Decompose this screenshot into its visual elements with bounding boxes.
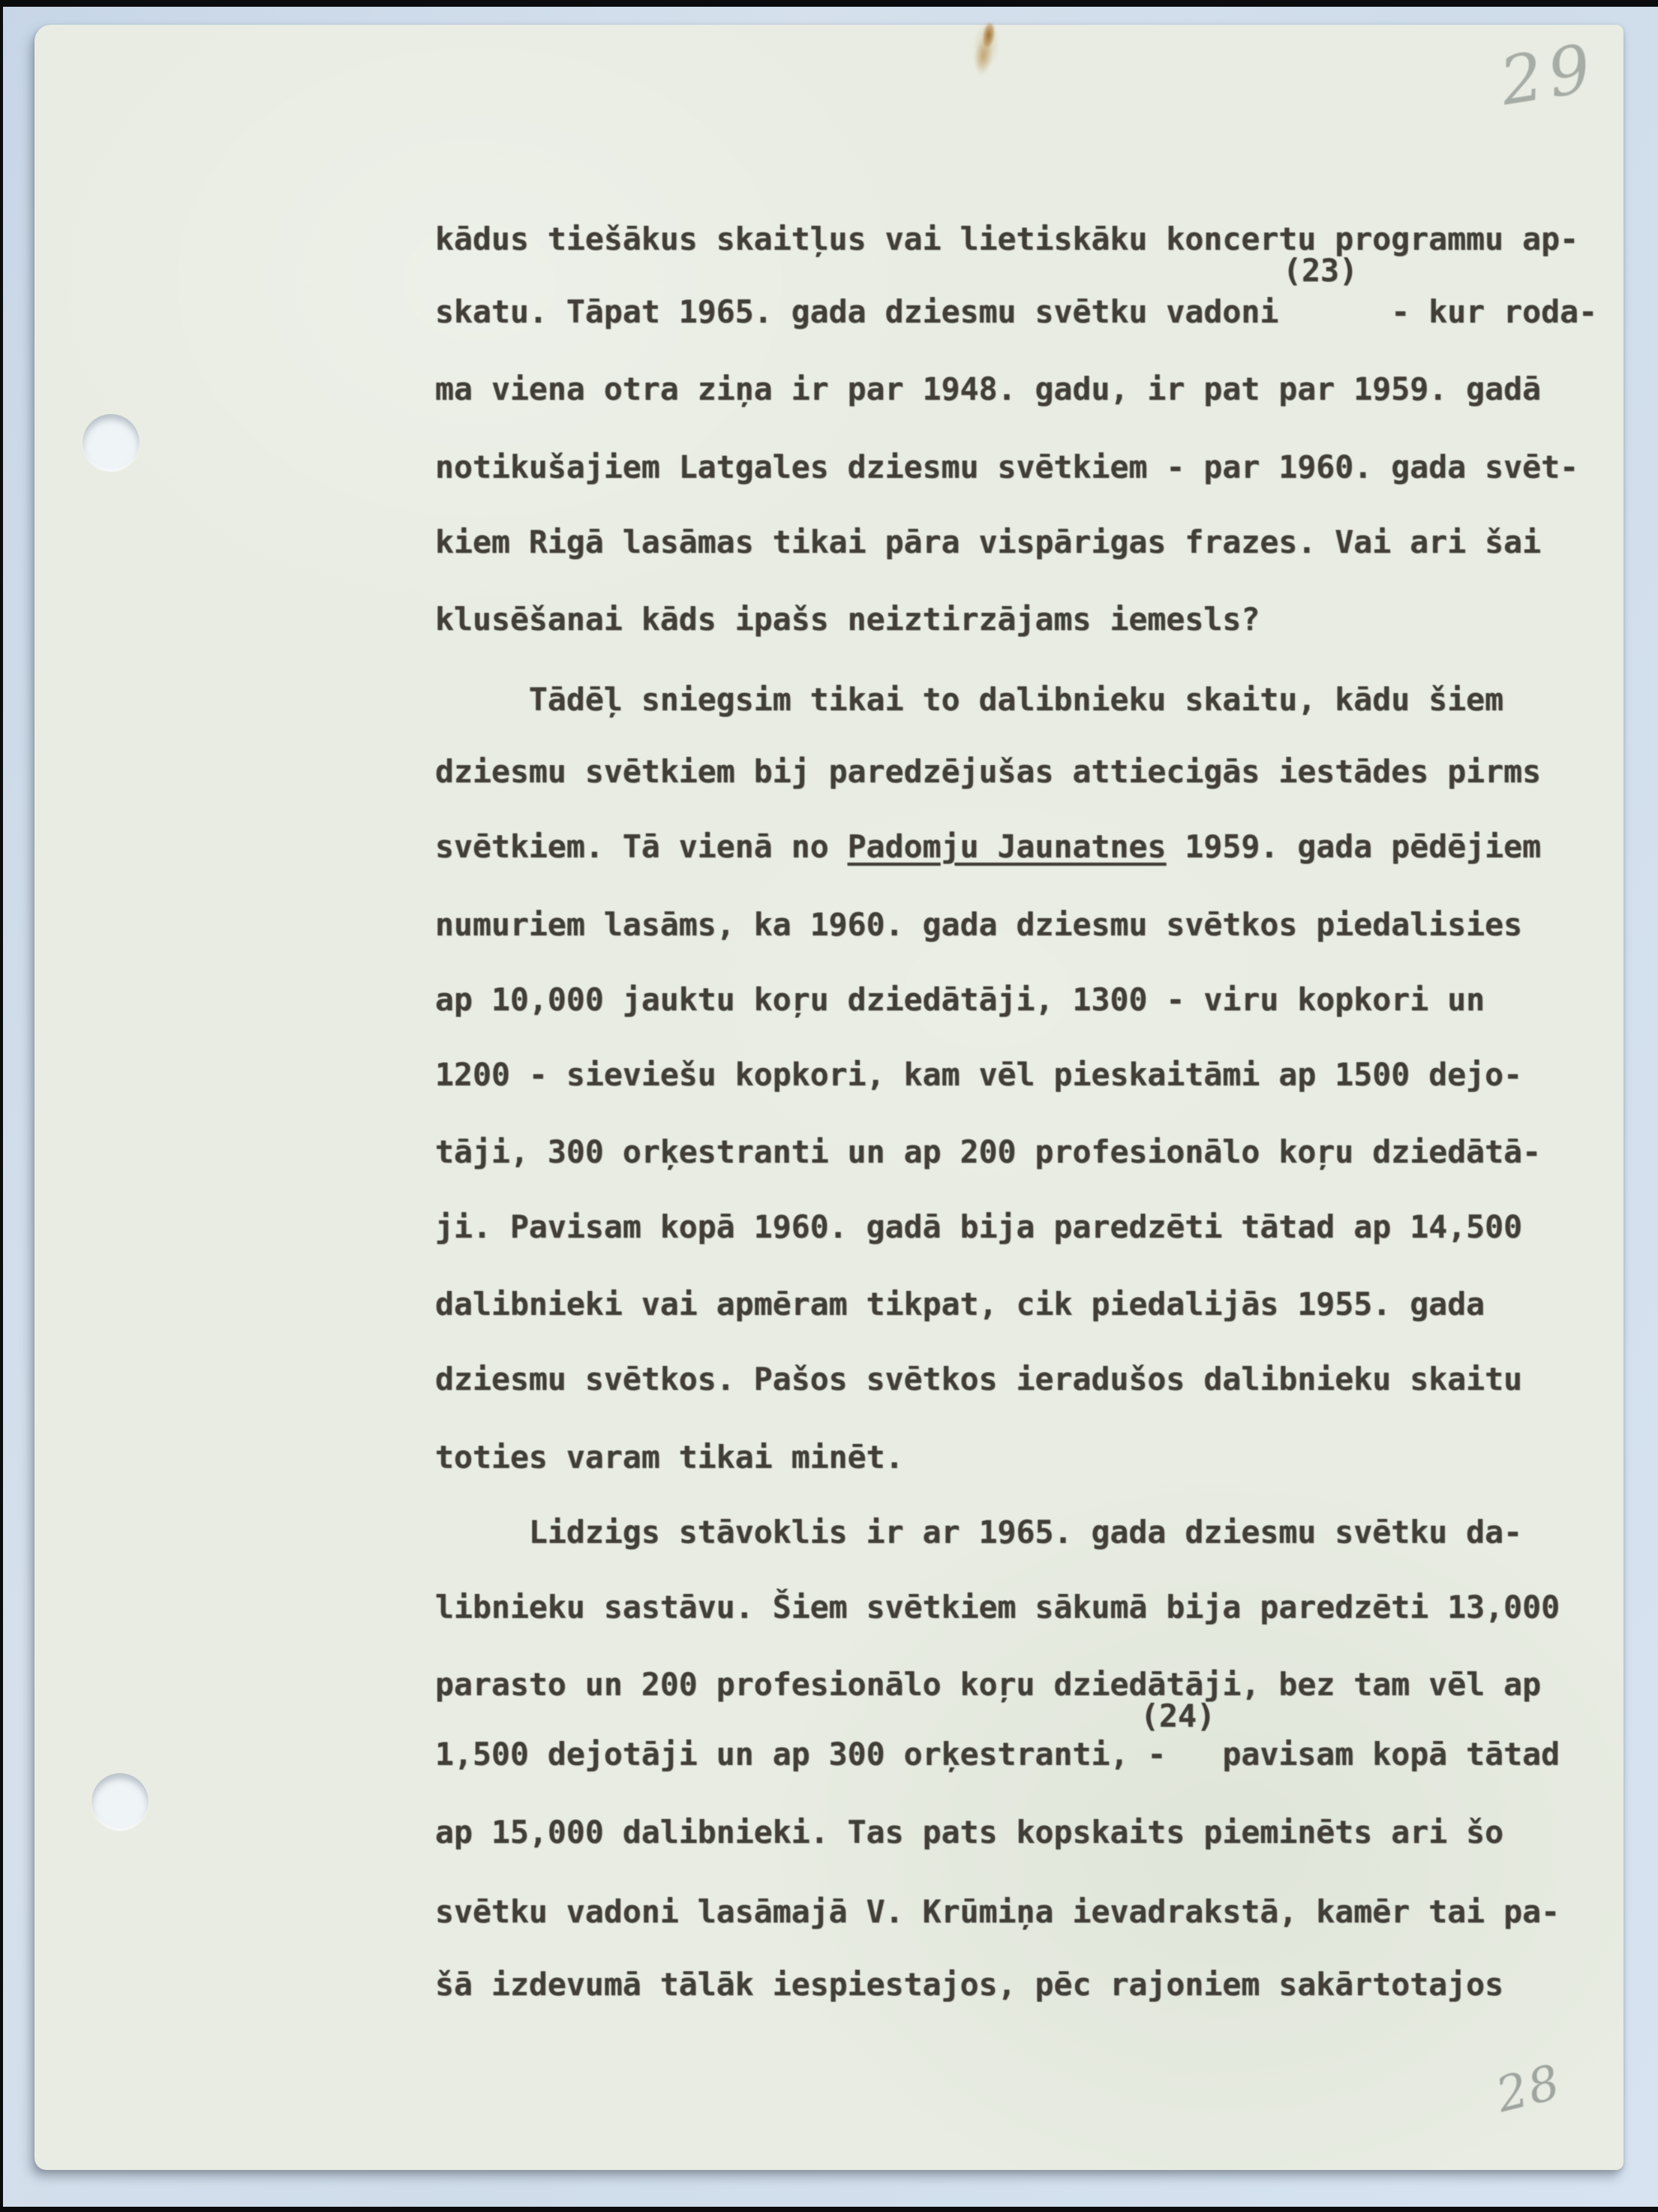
typed-line: numuriem lasāms, ka 1960. gada dziesmu svētkos piedalisies bbox=[435, 906, 1523, 943]
typed-line: tāji, 300 orķestranti un ap 200 profesionālo koŗu dziedātā- bbox=[435, 1133, 1542, 1170]
handwritten-page-number-bottom: 28 bbox=[1491, 2054, 1567, 2124]
typed-line: skatu. Tāpat 1965. gada dziesmu svētku vadoni - kur roda- bbox=[435, 293, 1598, 330]
typed-line: 1,500 dejotāji un ap 300 orķestranti, - pavisam kopā tātad bbox=[435, 1736, 1560, 1772]
typed-line: Tādēļ sniegsim tikai to dalibnieku skaitu, kādu šiem bbox=[435, 681, 1504, 718]
typed-line: parasto un 200 profesionālo koŗu dziedātāji, bez tam vēl ap bbox=[435, 1666, 1542, 1703]
typed-line: toties varam tikai minēt. bbox=[435, 1439, 904, 1475]
typed-line: kiem Rigā lasāmas tikai pāra vispārigas frazes. Vai ari šai bbox=[435, 524, 1542, 560]
typed-line: ma viena otra ziņa ir par 1948. gadu, ir pat par 1959. gadā bbox=[435, 371, 1542, 407]
typed-line: 1200 - sieviešu kopkori, kam vēl pieskaitāmi ap 1500 dejo- bbox=[435, 1056, 1523, 1093]
footnote-reference: (23) bbox=[1283, 252, 1358, 289]
typed-line: Lidzigs stāvoklis ir ar 1965. gada dziesmu svētku da- bbox=[435, 1514, 1523, 1550]
typed-line: libnieku sastāvu. Šiem svētkiem sākumā bija paredzēti 13,000 bbox=[435, 1589, 1560, 1625]
typed-line: svētku vadoni lasāmajā V. Krūmiņa ievadrakstā, kamēr tai pa- bbox=[435, 1893, 1560, 1930]
typed-line: notikušajiem Latgales dziesmu svētkiem - par 1960. gada svēt- bbox=[435, 449, 1579, 485]
typed-line: svētkiem. Tā vienā no Padomju Jaunatnes 1959. gada pēdējiem bbox=[435, 828, 1542, 865]
typed-line: ji. Pavisam kopā 1960. gadā bija paredzēti tātad ap 14,500 bbox=[435, 1208, 1523, 1245]
handwritten-page-number-top: 29 bbox=[1494, 29, 1602, 121]
typed-line: ap 15,000 dalibnieki. Tas pats kopskaits pieminēts ari šo bbox=[435, 1814, 1504, 1850]
typed-line: ap 10,000 jauktu koŗu dziedātāji, 1300 - viru kopkori un bbox=[435, 981, 1485, 1018]
typed-line: kādus tiešākus skaitļus vai lietiskāku koncertu programmu ap- bbox=[435, 221, 1579, 257]
underlined-publication-title: Padomju Jaunatnes bbox=[847, 828, 1167, 865]
typed-line: dziesmu svētkos. Pašos svētkos ieradušos dalibnieku skaitu bbox=[435, 1361, 1523, 1397]
typed-line: dziesmu svētkiem bij paredzējušas attiecigās iestādes pirms bbox=[435, 753, 1542, 790]
typed-line: klusēšanai kāds ipašs neiztirzājams iemesls? bbox=[435, 601, 1260, 638]
typed-line: šā izdevumā tālāk iespiestajos, pēc rajoniem sakārtotajos bbox=[435, 1966, 1504, 2003]
footnote-reference: (24) bbox=[1140, 1697, 1215, 1734]
typed-line: dalibnieki vai apmēram tikpat, cik piedalijās 1955. gada bbox=[435, 1286, 1485, 1322]
